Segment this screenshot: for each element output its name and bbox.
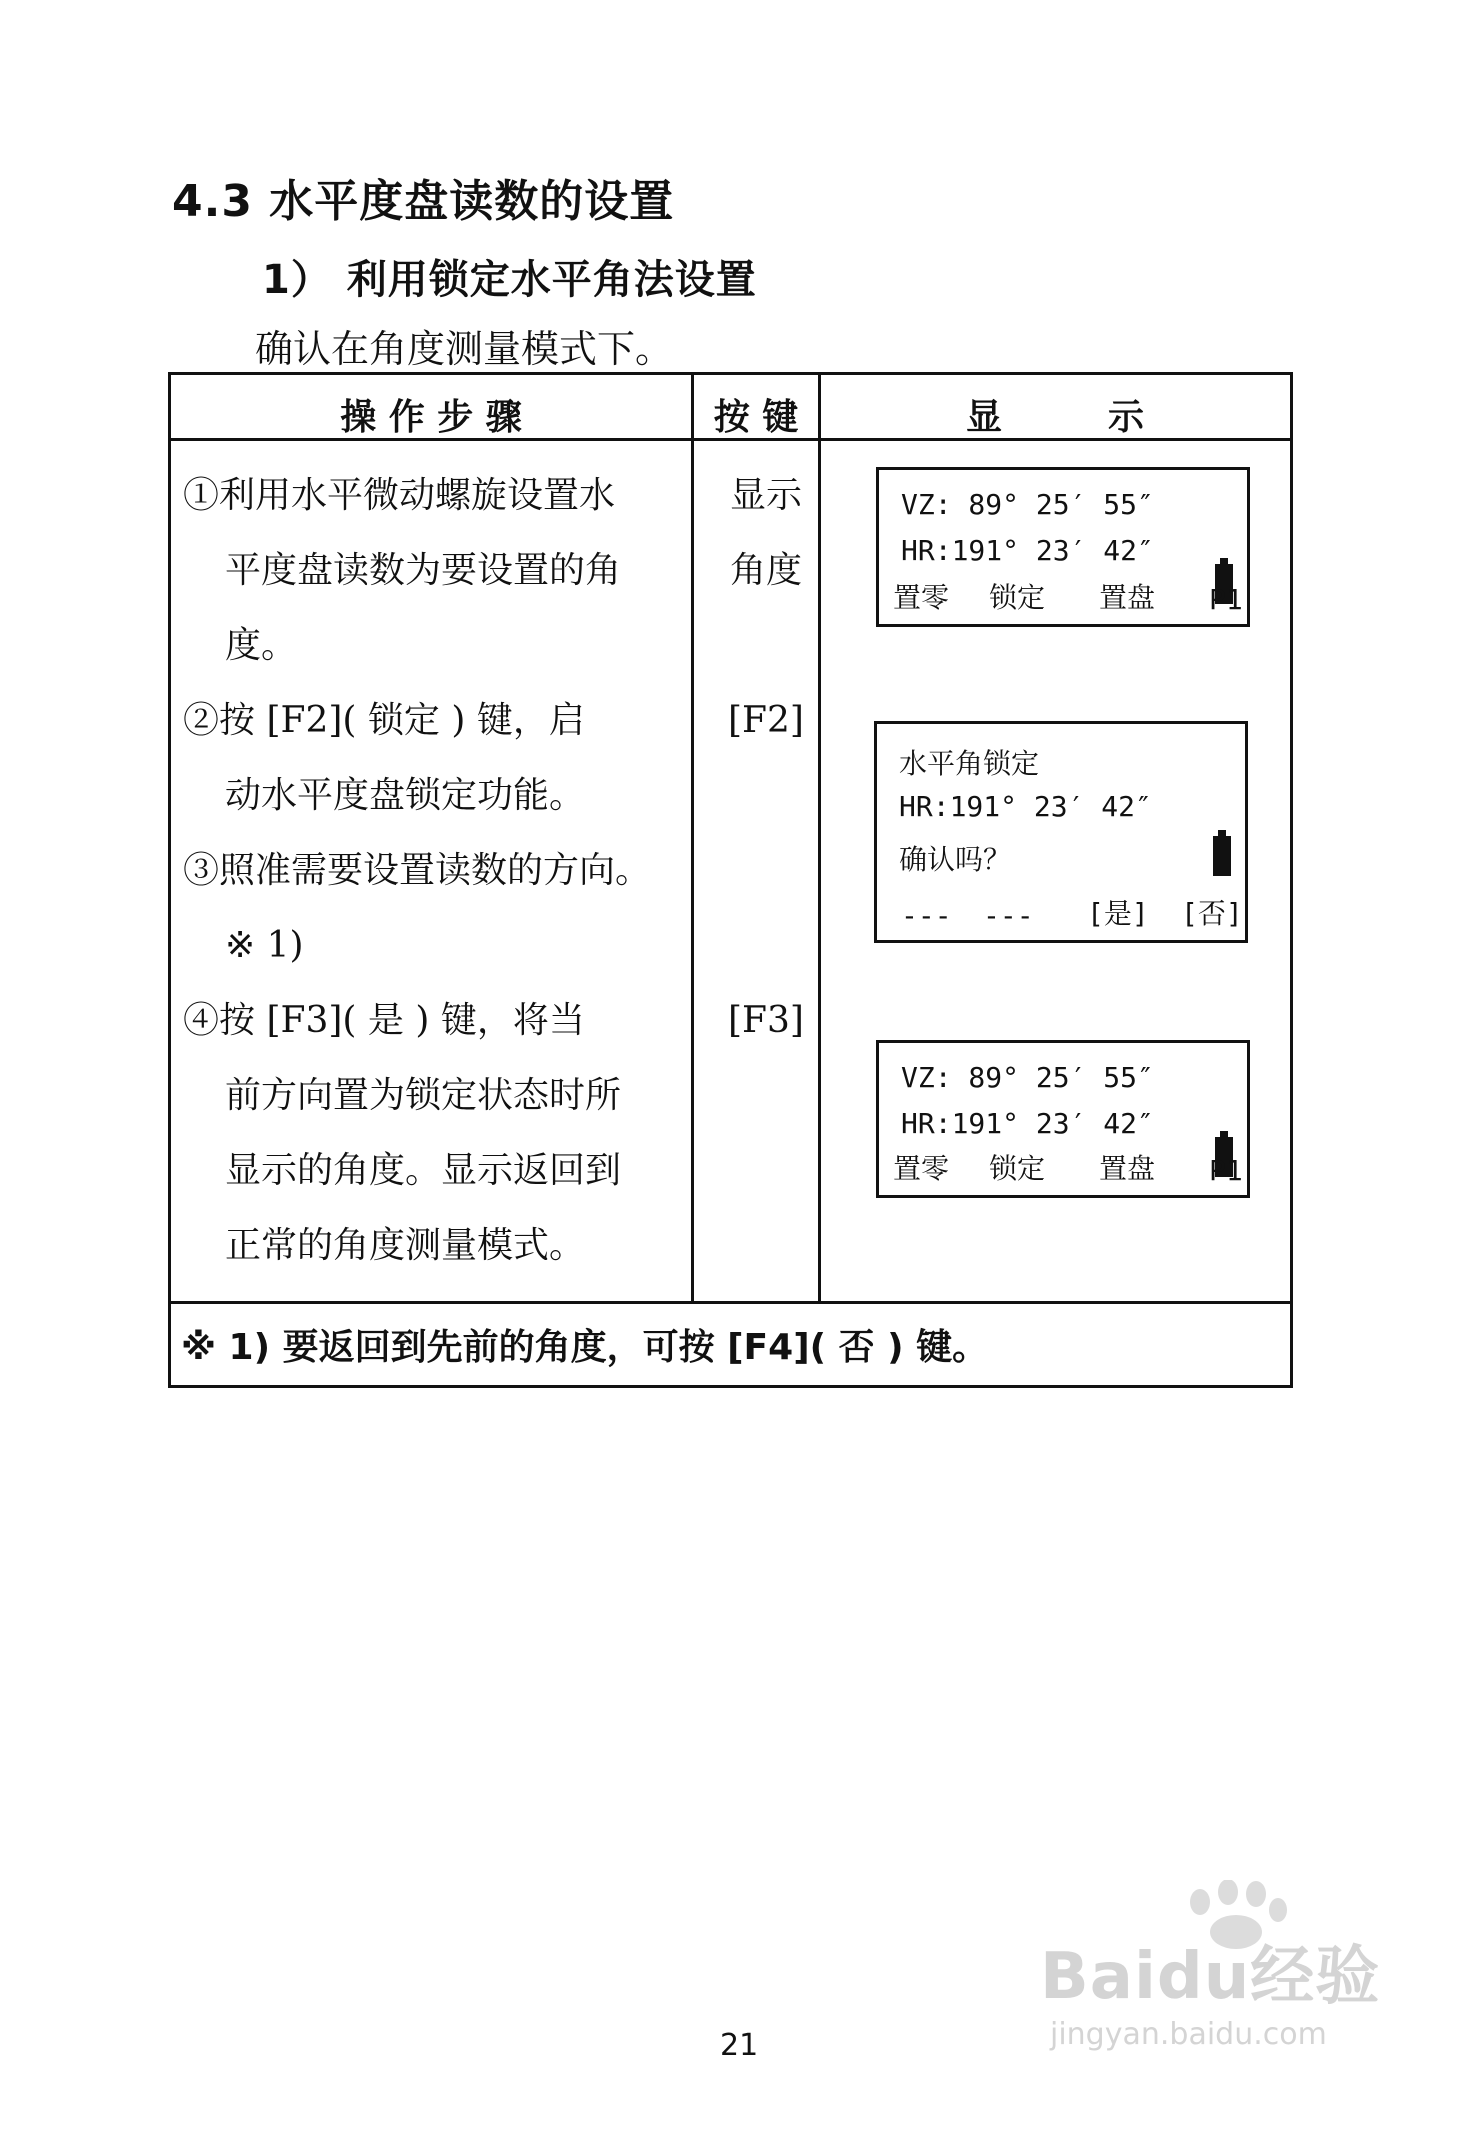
step-line: ※ 1) bbox=[225, 925, 304, 966]
intro-text: 确认在角度测量模式下。 bbox=[255, 327, 674, 371]
step-line: 正常的角度测量模式。 bbox=[225, 1225, 586, 1266]
step-1 bbox=[183, 458, 621, 683]
step-line: 前方向置为锁定状态时所 bbox=[225, 1075, 622, 1116]
screen-line: HR:191° 23′ 42″ bbox=[901, 1107, 1154, 1140]
softkey: 置零 bbox=[893, 1152, 950, 1185]
softkey: P1 bbox=[1209, 1154, 1243, 1187]
key-line: [F3] bbox=[728, 1000, 804, 1041]
softkey: --- bbox=[901, 899, 952, 932]
header-display-b: 示 bbox=[1108, 397, 1145, 438]
screen-line: HR:191° 23′ 42″ bbox=[901, 534, 1154, 567]
step-line: ②按 [F2]( 锁定 ) 键，启 bbox=[183, 700, 585, 741]
watermark-url: jingyan.baidu.com bbox=[1050, 2017, 1327, 2052]
key-3 bbox=[701, 983, 831, 1058]
display-screen-1 bbox=[876, 467, 1250, 627]
procedure-table bbox=[168, 372, 1293, 1388]
step-line: ④按 [F3]( 是 ) 键，将当 bbox=[183, 1000, 585, 1041]
softkey: --- bbox=[983, 899, 1034, 932]
softkey: 锁定 bbox=[989, 581, 1046, 614]
watermark bbox=[1040, 1925, 1380, 2052]
softkey: [是] bbox=[1087, 897, 1149, 930]
key-1 bbox=[701, 458, 831, 608]
screen-line: HR:191° 23′ 42″ bbox=[899, 790, 1152, 823]
header-keys: 按 键 bbox=[713, 397, 799, 438]
key-2 bbox=[701, 683, 831, 758]
softkey: [否] bbox=[1181, 897, 1243, 930]
header-steps: 操 作 步 骤 bbox=[340, 397, 522, 438]
screen-line: VZ: 89° 25′ 55″ bbox=[901, 488, 1154, 521]
softkey: 置盘 bbox=[1099, 1152, 1156, 1185]
key-line: 角度 bbox=[729, 550, 802, 591]
screen-line: 水平角锁定 bbox=[899, 747, 1040, 780]
key-line: [F2] bbox=[728, 700, 804, 741]
section-title bbox=[172, 165, 674, 229]
display-screen-2 bbox=[874, 721, 1248, 943]
step-line: ③照准需要设置读数的方向。 bbox=[183, 850, 652, 891]
step-line: 平度盘读数为要设置的角 bbox=[225, 550, 622, 591]
display-screen-3 bbox=[876, 1040, 1250, 1198]
subsection-title: 1） 利用锁定水平角法设置 bbox=[262, 257, 757, 303]
header-display-a: 显 bbox=[966, 397, 1003, 438]
footnote-divider bbox=[171, 1301, 1290, 1304]
battery-icon bbox=[1213, 836, 1231, 876]
column-divider-1 bbox=[691, 375, 694, 1304]
watermark-logo: Baidu经验 bbox=[1040, 1940, 1381, 2014]
footnote: ※ 1) 要返回到先前的角度，可按 [F4]( 否 ) 键。 bbox=[181, 1327, 989, 1368]
page-number: 21 bbox=[720, 2028, 759, 2063]
softkey: 锁定 bbox=[989, 1152, 1046, 1185]
softkey: P1 bbox=[1209, 583, 1243, 616]
step-2 bbox=[183, 683, 585, 833]
softkey: 置盘 bbox=[1099, 581, 1156, 614]
screen-line: VZ: 89° 25′ 55″ bbox=[901, 1061, 1154, 1094]
step-4 bbox=[183, 983, 621, 1283]
section-number: 4.3 bbox=[172, 176, 253, 227]
section-title-text: 水平度盘读数的设置 bbox=[269, 176, 675, 227]
step-line: 动水平度盘锁定功能。 bbox=[225, 775, 586, 816]
softkey: 置零 bbox=[893, 581, 950, 614]
screen-line: 确认吗？ bbox=[899, 843, 1012, 876]
step-line: 显示的角度。显示返回到 bbox=[225, 1150, 622, 1191]
step-line: ①利用水平微动螺旋设置水 bbox=[183, 475, 616, 516]
step-line: 度。 bbox=[225, 625, 298, 666]
key-line: 显示 bbox=[729, 475, 802, 516]
step-3 bbox=[183, 833, 651, 983]
